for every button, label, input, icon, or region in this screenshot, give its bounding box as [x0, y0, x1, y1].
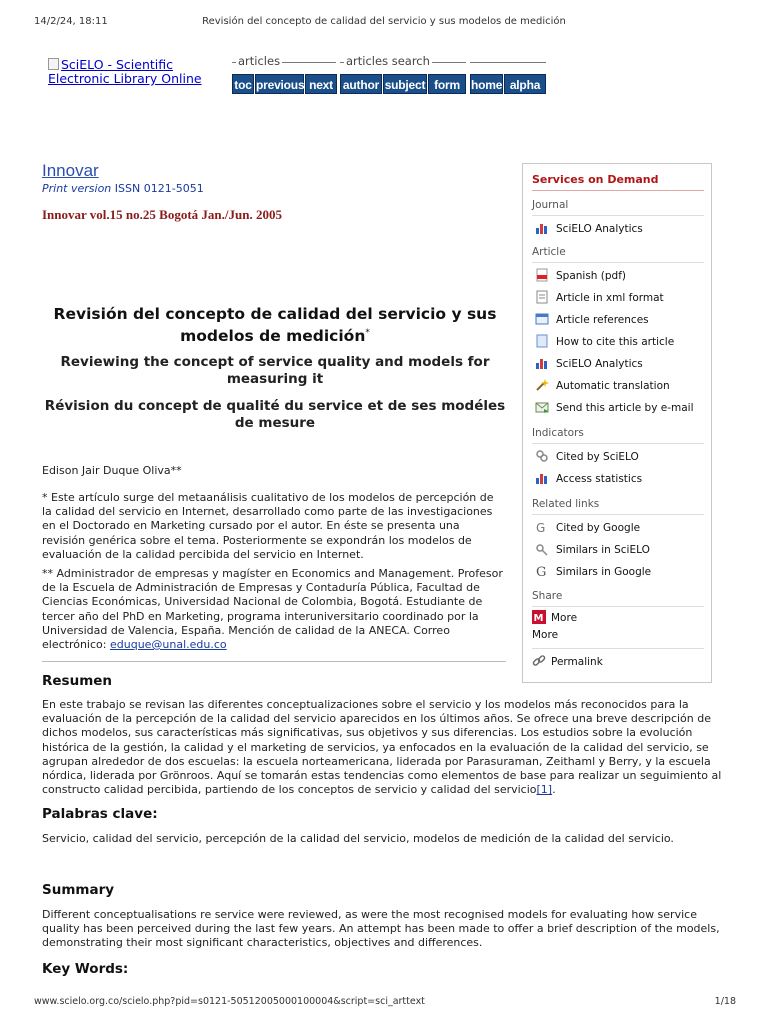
related-links-section-label: Related links	[532, 498, 600, 510]
issn: ISSN 0121-5051	[114, 182, 204, 195]
author-email-link[interactable]: eduque@unal.edu.co	[109, 638, 227, 652]
bar-chart-icon	[535, 221, 549, 235]
issue-info: Innovar vol.15 no.25 Bogotá Jan./Jun. 2005	[42, 207, 282, 222]
pdf-icon	[535, 268, 549, 282]
author-name: Edison Jair Duque Oliva**	[42, 464, 182, 477]
logo-alt-text: SciELO - Scientific Electronic Library Online	[48, 57, 202, 86]
item-label: Spanish (pdf)	[556, 270, 627, 282]
permalink-label: Permalink	[551, 656, 603, 668]
article-references[interactable]	[535, 312, 649, 328]
resumen-end: .	[552, 783, 556, 797]
broken-image-icon	[48, 58, 59, 70]
key-words-heading: Key Words:	[42, 961, 129, 977]
share-more-link[interactable]: More	[532, 629, 559, 641]
sidebar-rule	[532, 648, 704, 649]
svg-text:G: G	[536, 565, 547, 578]
print-page-number: 1/18	[714, 996, 736, 1007]
title-english: Reviewing the concept of service quality and models for measuring it	[60, 354, 490, 387]
cited-by-scielo[interactable]	[535, 449, 639, 465]
scielo-logo-link[interactable]	[48, 58, 218, 86]
item-label: Article in xml format	[556, 292, 664, 304]
email-icon	[535, 400, 549, 414]
citation-icon	[535, 449, 549, 463]
item-label: SciELO Analytics	[556, 223, 643, 235]
article-how-to-cite[interactable]	[535, 334, 674, 350]
journal-scielo-analytics[interactable]	[535, 221, 643, 237]
article-spanish-pdf[interactable]	[535, 268, 626, 284]
svg-text:M: M	[533, 613, 544, 624]
item-label: Article references	[556, 314, 649, 326]
services-heading: Services on Demand	[532, 173, 659, 186]
svg-text:G: G	[536, 521, 546, 534]
item-label: Cited by SciELO	[556, 451, 639, 463]
nav-home-button[interactable]: home	[470, 74, 503, 94]
indicators-section-label: Indicators	[532, 427, 584, 439]
link-icon	[532, 654, 546, 668]
title-spanish	[42, 305, 508, 346]
permalink[interactable]	[532, 654, 603, 670]
title-spanish-text: Revisión del concepto de calidad del servicio y sus modelos de medición	[53, 305, 497, 346]
access-statistics[interactable]	[535, 471, 642, 487]
footnote-1: * Este artículo surge del metaanálisis cualitativo de los modelos de percepción de la calidad del servicio en Internet, desarrollado como parte de las investigaciones en el Doctorado en Marketing cursado por el autor. En éste se presenta una revisión genérica sobre el tema. Posteriormente se expondrán los modelos de evaluación de la calidad percibida del servicio en Internet.	[42, 491, 494, 561]
nav-search-label: articles search	[346, 54, 430, 68]
footnote-2	[42, 567, 506, 652]
nav-toc-button[interactable]: toc	[232, 74, 254, 94]
item-label: How to cite this article	[556, 336, 675, 348]
references-icon	[535, 312, 549, 326]
summary-heading: Summary	[42, 882, 115, 898]
print-version	[42, 182, 204, 195]
print-url: www.scielo.org.co/scielo.php?pid=s0121-50512005000100004&script=sci_arttext	[34, 996, 425, 1007]
palabras-clave-heading: Palabras clave:	[42, 806, 158, 822]
sidebar-rule	[532, 606, 704, 607]
resumen-body: En este trabajo se revisan las diferentes conceptualizaciones sobre el servicio y los modelos más reconocidos para la evaluación de la percepción de la calidad del servicio aparecidos en los últimos años. Se ofrece una breve descripción de dichos modelos, sus características más significativas, sus objetivos y sus diferencias. Los estudios sobre la evolución histórica de la gestión, la calidad y el marketing de servicios, ya enfocados en la evaluación de la calidad del servicio, se agrupan alrededor de dos escuelas: la escuela norteamericana, liderada por Parasuraman, Zeithaml y Berry, y la escuela nórdica, liderada por Grönroos. Aquí se tomarán estas tendencias como elementos de base para realizar un seguimiento al constructo calidad percibida, partiendo de los conceptos de servicio y calidad del servicio	[42, 698, 722, 797]
title-footnote-mark: *	[365, 328, 370, 338]
title-french: Révision du concept de qualité du service et de ses modéles de mesure	[44, 398, 506, 431]
nav-articles-label: articles	[238, 54, 281, 68]
journal-section-label: Journal	[532, 199, 569, 211]
sidebar-rule	[532, 215, 704, 216]
item-label: Automatic translation	[556, 380, 670, 392]
sidebar-rule	[532, 190, 704, 191]
print-version-label: Print version	[42, 182, 112, 195]
item-label: Similars in Google	[556, 566, 652, 578]
resumen-heading: Resumen	[42, 673, 113, 689]
resumen-text	[42, 698, 732, 797]
share-more-label: More	[551, 612, 578, 624]
nav-previous-button[interactable]: previous	[255, 74, 304, 94]
nav-alpha-button[interactable]: alpha	[504, 74, 546, 94]
reference-1-link[interactable]: [1]	[536, 783, 553, 797]
item-label: Send this article by e-mail	[556, 402, 694, 414]
divider	[42, 661, 506, 662]
nav-form-button[interactable]: form	[428, 74, 466, 94]
services-sidebar	[522, 163, 712, 683]
mendeley-icon	[532, 610, 546, 624]
google-citation-icon	[535, 520, 549, 534]
cited-by-google[interactable]	[535, 520, 640, 536]
journal-name-link[interactable]: Innovar	[42, 161, 99, 180]
footnote-2-text: ** Administrador de empresas y magíster en Economics and Management. Profesor de la Escuela de Administración de Empresas y Contaduría Pública, Facultad de Ciencias Económicas, Universidad Nacional de Colombia, Bogotá. Estudiante de tercer año del PhD en Marketing, programa interuniversitario coordinado por la Universidad de Valencia, España. Mención de calidad de la ANECA. Correo electrónico:	[42, 567, 503, 652]
sidebar-rule	[532, 262, 704, 263]
item-label: Cited by Google	[556, 522, 641, 534]
share-section-label: Share	[532, 590, 563, 602]
similar-icon	[535, 542, 549, 556]
item-label: Access statistics	[556, 473, 643, 485]
item-label: SciELO Analytics	[556, 358, 643, 370]
article-section-label: Article	[532, 246, 566, 258]
palabras-clave-text: Servicio, calidad del servicio, percepción de la calidad del servicio, modelos de medición de la calidad del servicio.	[42, 832, 674, 845]
article-scielo-analytics[interactable]	[535, 356, 643, 372]
similars-in-scielo[interactable]	[535, 542, 650, 558]
article-automatic-translation[interactable]	[535, 378, 670, 394]
print-title: Revisión del concepto de calidad del servicio y sus modelos de medición	[202, 16, 566, 27]
article-xml[interactable]	[535, 290, 664, 306]
google-icon	[535, 564, 549, 578]
nav-subject-button[interactable]: subject	[383, 74, 427, 94]
sidebar-rule	[532, 443, 704, 444]
similars-in-google[interactable]	[535, 564, 651, 580]
xml-document-icon	[535, 290, 549, 304]
print-date: 14/2/24, 18:11	[34, 16, 108, 27]
nav-group-line-home	[470, 62, 546, 63]
summary-text: Different conceptualisations re service were reviewed, as were the most recognised models for evaluating how service quality has been perceived during the last few years. An attempt has been made to offer a brief description of the models, demonstrating their most significant characteristics, objectives and differences.	[42, 908, 720, 950]
nav-next-button[interactable]: next	[305, 74, 337, 94]
bar-chart-icon	[535, 356, 549, 370]
article-send-email[interactable]	[535, 400, 694, 416]
magic-wand-icon	[535, 378, 549, 392]
share-more-button[interactable]	[532, 610, 577, 626]
bar-chart-icon	[535, 471, 549, 485]
item-label: Similars in SciELO	[556, 544, 650, 556]
cite-document-icon	[535, 334, 549, 348]
sidebar-rule	[532, 514, 704, 515]
nav-author-button[interactable]: author	[340, 74, 382, 94]
